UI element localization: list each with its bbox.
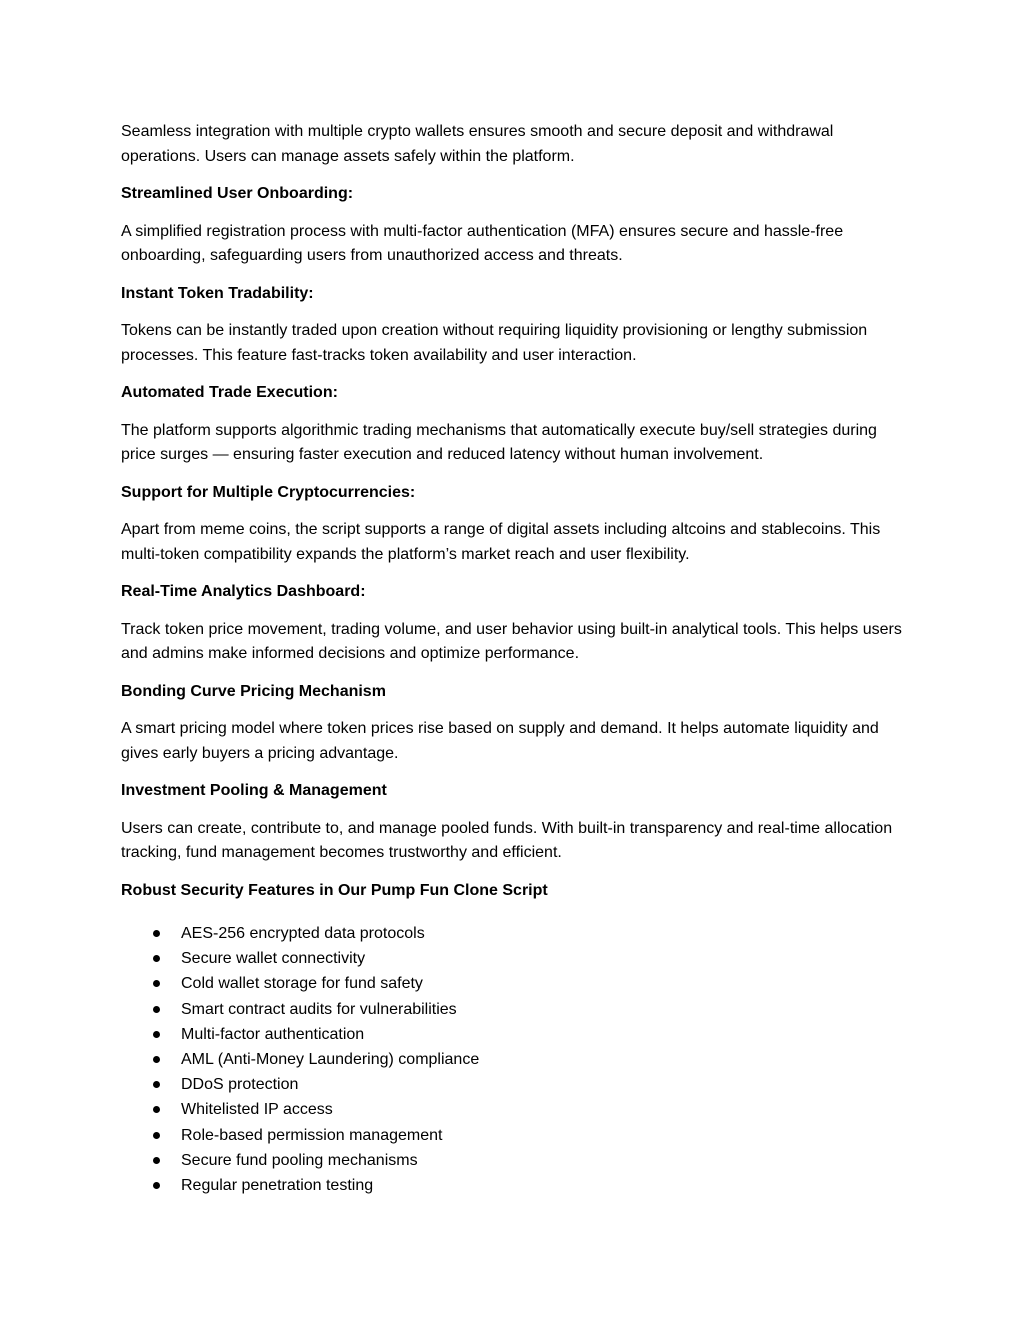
list-item xyxy=(121,1072,906,1097)
intro-paragraph: Seamless integration with multiple crypto wallets ensures smooth and secure deposit and withdrawal operations. Users can manage assets safely within the platform. xyxy=(121,123,834,165)
bullet-icon xyxy=(153,1132,160,1139)
security-feature-list xyxy=(121,921,906,1198)
section-heading-multi-crypto: Support for Multiple Cryptocurrencies: xyxy=(121,483,416,501)
bullet-icon xyxy=(153,1157,160,1164)
bullet-icon xyxy=(153,1081,160,1088)
list-item-text: Role-based permission management xyxy=(181,1126,443,1144)
security-heading: Robust Security Features in Our Pump Fun Clone Script xyxy=(121,881,548,899)
bullet-icon xyxy=(153,1031,160,1038)
list-item xyxy=(121,971,906,996)
section-body-token-tradability: Tokens can be instantly traded upon creation without requiring liquidity provisioning or lengthy submission processes. This feature fast-tracks token availability and user interaction. xyxy=(121,322,868,364)
list-item-text: Cold wallet storage for fund safety xyxy=(181,975,423,993)
list-item xyxy=(121,1123,906,1148)
list-item xyxy=(121,946,906,971)
list-item-text: Secure wallet connectivity xyxy=(181,950,366,968)
section-body-investment-pooling: Users can create, contribute to, and manage pooled funds. With built-in transparency and real-time allocation tracking, fund management becomes trustworthy and efficient. xyxy=(121,819,893,861)
list-item-text: DDoS protection xyxy=(181,1076,299,1094)
bullet-icon xyxy=(153,955,160,962)
list-item xyxy=(121,1173,906,1198)
bullet-icon xyxy=(153,1006,160,1013)
list-item-text: AML (Anti-Money Laundering) compliance xyxy=(181,1051,480,1069)
section-heading-bonding-curve: Bonding Curve Pricing Mechanism xyxy=(121,682,386,700)
list-item-text: AES-256 encrypted data protocols xyxy=(181,925,425,942)
section-heading-onboarding: Streamlined User Onboarding: xyxy=(121,185,354,202)
list-item xyxy=(121,1148,906,1173)
list-item-text: Multi-factor authentication xyxy=(181,1025,365,1043)
section-heading-analytics: Real-Time Analytics Dashboard: xyxy=(121,583,366,600)
section-heading-automated-trade: Automated Trade Execution: xyxy=(121,384,338,401)
section-body-analytics: Track token price movement, trading volume, and user behavior using built-in analytical tools. This helps users and admins make informed decisions and optimize performance. xyxy=(121,620,902,662)
list-item-text: Whitelisted IP access xyxy=(181,1101,333,1119)
bullet-icon xyxy=(153,980,160,987)
section-body-multi-crypto: Apart from meme coins, the script supports a range of digital assets including altcoins and stablecoins. This multi-token compatibility expands the platform’s market reach and user flexibility. xyxy=(121,521,881,563)
section-body-automated-trade: The platform supports algorithmic trading mechanisms that automatically execute buy/sell strategies during price surges — ensuring faster execution and reduced latency without human involvement. xyxy=(121,421,877,463)
list-item xyxy=(121,1047,906,1072)
bullet-icon xyxy=(153,930,160,937)
list-item xyxy=(121,997,906,1022)
bullet-icon xyxy=(153,1106,160,1113)
section-body-bonding-curve: A smart pricing model where token prices rise based on supply and demand. It helps automate liquidity and gives early buyers a pricing advantage. xyxy=(121,720,879,762)
section-body-onboarding: A simplified registration process with multi-factor authentication (MFA) ensures secure and hassle-free onboarding, safeguarding users from unauthorized access and threats. xyxy=(121,222,844,264)
section-heading-token-tradability: Instant Token Tradability: xyxy=(121,284,314,302)
bullet-icon xyxy=(153,1182,160,1189)
list-item xyxy=(121,1097,906,1122)
list-item-text: Smart contract audits for vulnerabilities xyxy=(181,1000,457,1018)
list-item xyxy=(121,921,906,946)
list-item-text: Regular penetration testing xyxy=(181,1177,374,1195)
list-item-text: Secure fund pooling mechanisms xyxy=(181,1151,418,1169)
list-item xyxy=(121,1022,906,1047)
bullet-icon xyxy=(153,1056,160,1063)
section-heading-investment-pooling: Investment Pooling & Management xyxy=(121,782,387,799)
